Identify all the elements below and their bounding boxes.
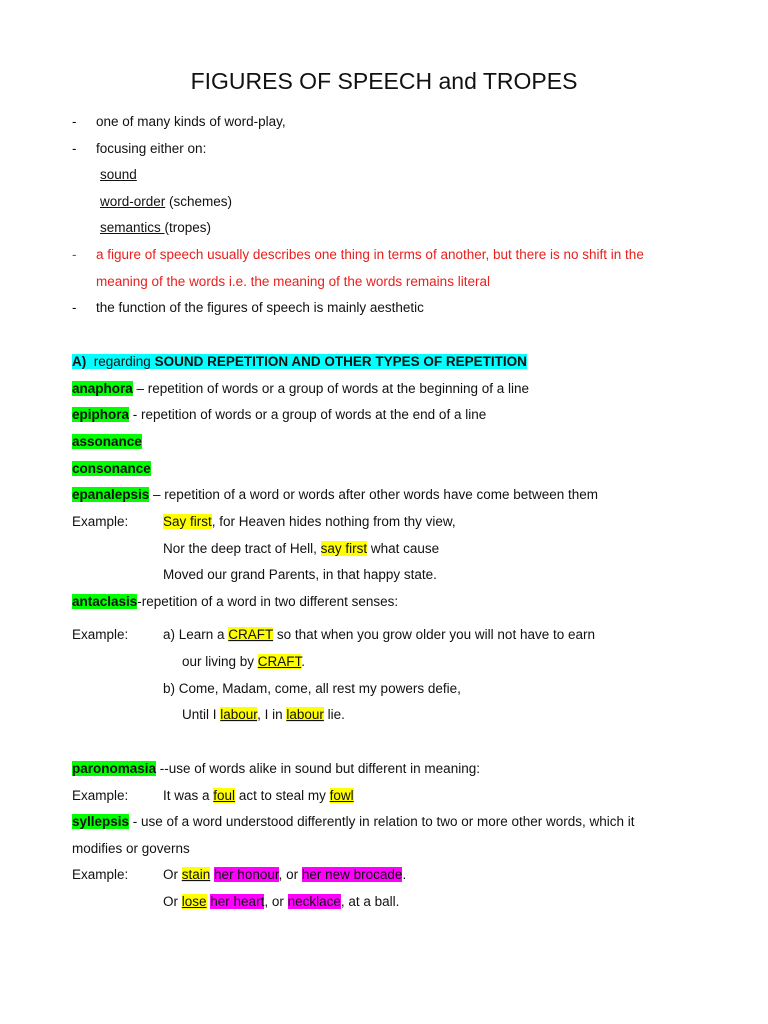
term-anaphora: anaphora – repetition of words or a group of words at the beginning of a line: [72, 381, 530, 396]
example-epanalepsis-3: Moved our grand Parents, in that happy state.: [163, 567, 437, 582]
bullet-text: the function of the figures of speech is mainly aesthetic: [96, 300, 424, 315]
word-highlight: CRAFT: [228, 627, 274, 642]
word-highlight: labour: [220, 707, 258, 722]
term-epanalepsis: epanalepsis – repetition of a word or words after other words have come between them: [72, 487, 599, 502]
focus-item-sound: sound: [100, 167, 137, 182]
object-highlight: necklace: [287, 894, 341, 909]
term-highlight: syllepsis: [72, 814, 130, 829]
term-epiphora: epiphora - repetition of words or a group of words at the end of a line: [72, 407, 487, 422]
object-highlight: her new brocade: [301, 867, 403, 882]
page-title: FIGURES OF SPEECH and TROPES: [190, 68, 578, 94]
bullet-text: focusing either on:: [96, 141, 207, 156]
word-highlight: Say first: [163, 514, 212, 529]
term-highlight: antaclasis: [72, 594, 138, 609]
focus-item-semantics: semantics (tropes): [100, 220, 212, 235]
term-assonance: [72, 433, 142, 451]
term-highlight: consonance: [72, 461, 151, 476]
example-label: Example:: [72, 788, 129, 803]
word-highlight: labour: [286, 707, 324, 722]
word-highlight: fowl: [329, 788, 354, 803]
object-highlight: her heart: [210, 894, 265, 909]
example-antaclasis-b: b) Come, Madam, come, all rest my powers defie,: [163, 681, 461, 696]
bullet-3-continued: meaning of the words i.e. the meaning of the words remains literal: [96, 274, 490, 289]
term-antaclasis: antaclasis-repetition of a word in two different senses:: [72, 594, 399, 609]
example-epanalepsis-2: Nor the deep tract of Hell, say first what cause: [163, 541, 440, 556]
example-antaclasis-b-continued: Until I labour, I in labour lie.: [182, 707, 345, 722]
term-paronomasia: paronomasia --use of words alike in sound but different in meaning:: [72, 761, 480, 776]
object-highlight: her honour: [214, 867, 279, 882]
term-highlight: epiphora: [72, 407, 130, 422]
term-highlight: assonance: [72, 434, 142, 449]
word-highlight: CRAFT: [257, 654, 302, 669]
example-syllepsis-2: Or lose her heart, or necklace, at a ball.: [163, 894, 400, 909]
word-highlight: say first: [320, 541, 368, 556]
term-consonance: [72, 460, 151, 478]
bullet-dash: -: [72, 114, 77, 129]
section-a-heading: [72, 353, 527, 371]
term-syllepsis: syllepsis - use of a word understood differently in relation to two or more other words, which it: [72, 814, 635, 829]
example-antaclasis-a-continued: our living by CRAFT.: [182, 654, 306, 669]
word-highlight: lose: [181, 894, 207, 909]
example-label: Example:: [72, 627, 129, 642]
example-label: Example:: [72, 514, 129, 529]
term-highlight: epanalepsis: [72, 487, 150, 502]
word-highlight: foul: [213, 788, 236, 803]
bullet-dash: -: [72, 247, 77, 262]
bullet-text: one of many kinds of word-play,: [96, 114, 286, 129]
bullet-dash: -: [72, 300, 77, 315]
example-label: Example:: [72, 867, 129, 882]
term-highlight: anaphora: [72, 381, 133, 396]
term-highlight: paronomasia: [72, 761, 157, 776]
bullet-text: a figure of speech usually describes one thing in terms of another, but there is no shift in the: [96, 247, 644, 262]
section-heading-highlight: A) regarding SOUND REPETITION AND OTHER TYPES OF REPETITION: [72, 354, 527, 369]
term-syllepsis-continued: modifies or governs: [72, 841, 190, 856]
word-highlight: stain: [181, 867, 211, 882]
focus-item-word-order: word-order (schemes): [100, 194, 233, 209]
bullet-dash: -: [72, 141, 77, 156]
